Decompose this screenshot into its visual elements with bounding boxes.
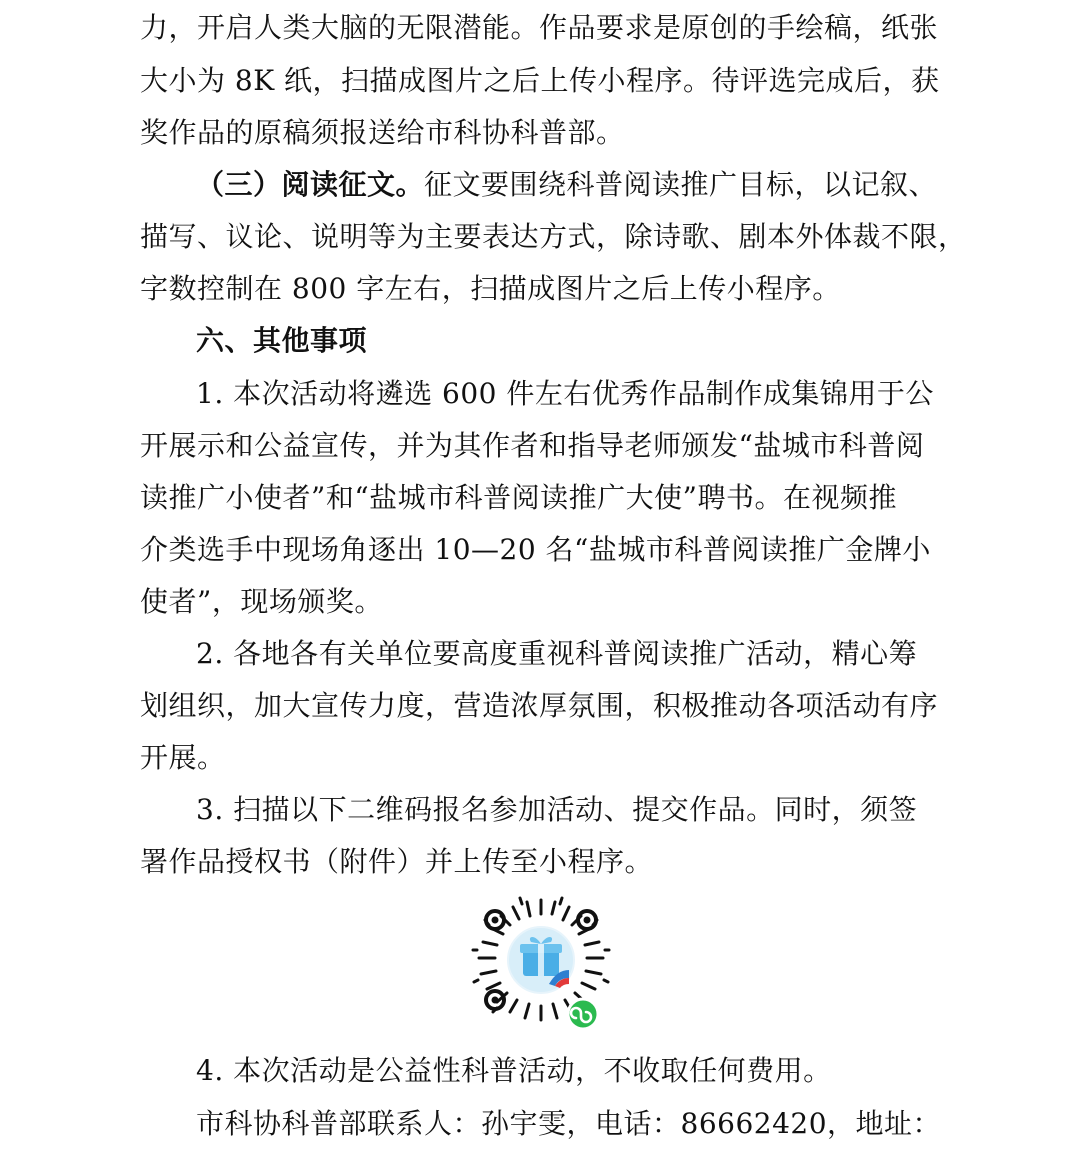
paragraph-line: 奖作品的原稿须报送给市科协科普部。 — [140, 116, 625, 149]
paragraph-line: 1. 本次活动将遴选 600 件左右优秀作品制作成集锦用于公 — [196, 377, 934, 410]
paragraph-line: 3. 扫描以下二维码报名参加活动、提交作品。同时，须签 — [196, 793, 918, 826]
contact-line: 市科协科普部联系人：孙宇雯，电话：86662420，地址： — [196, 1107, 942, 1140]
paragraph-line: 字数控制在 800 字左右，扫描成图片之后上传小程序。 — [140, 272, 841, 305]
section-six-heading: 六、其他事项 — [196, 324, 368, 357]
paragraph-line: 划组织，加大宣传力度，营造浓厚氛围，积极推动各项活动有序 — [140, 689, 939, 722]
paragraph-line: 2. 各地各有关单位要高度重视科普阅读推广活动，精心筹 — [196, 637, 918, 670]
qr-code-icon[interactable] — [465, 892, 617, 1032]
paragraph-line: 读推广小使者”和“盐城市科普阅读推广大使”聘书。在视频推 — [140, 481, 897, 514]
reading-essay-line — [196, 159, 956, 211]
paragraph-line: 使者”，现场颁奖。 — [140, 585, 383, 618]
paragraph-line: 力，开启人类大脑的无限潜能。作品要求是原创的手绘稿，纸张 — [140, 11, 939, 44]
paragraph-line: 4. 本次活动是公益性科普活动，不收取任何费用。 — [196, 1054, 832, 1087]
paragraph-line: 开展。 — [140, 741, 226, 774]
paragraph-line: 介类选手中现场角逐出 10—20 名“盐城市科普阅读推广金牌小 — [140, 533, 931, 566]
paragraph-line: 开展示和公益宣传，并为其作者和指导老师颁发“盐城市科普阅 — [140, 429, 925, 462]
paragraph-line: 大小为 8K 纸，扫描成图片之后上传小程序。待评选完成后，获 — [140, 64, 940, 97]
paragraph-line: 描写、议论、说明等为主要表达方式，除诗歌、剧本外体裁不限， — [140, 220, 967, 253]
paragraph-line: 署作品授权书（附件）并上传至小程序。 — [140, 845, 654, 878]
reading-essay-text: 征文要围绕科普阅读推广目标，以记叙、 — [424, 168, 938, 201]
reading-essay-heading: （三）阅读征文。 — [196, 168, 425, 201]
